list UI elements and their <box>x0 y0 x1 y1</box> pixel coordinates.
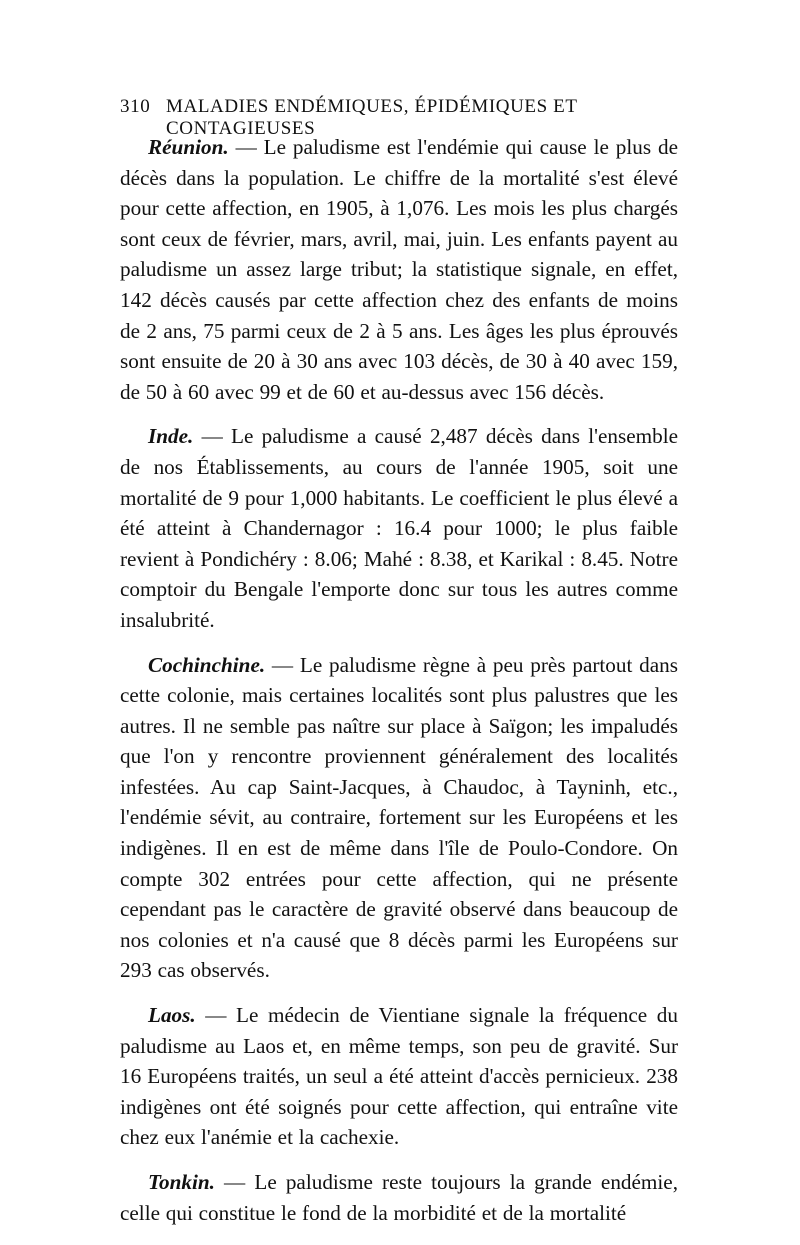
section-label-inde: Inde. <box>148 424 194 449</box>
section-label-tonkin: Tonkin. <box>148 1170 215 1194</box>
section-label-reunion: Réunion. <box>148 135 229 159</box>
paragraph-text-reunion: — Le paludisme est l'endémie qui cause le plus de décès dans la population. Le chiffre de la mortalité s'est élevé pour cette affection, en 1905, à 1,076. Les mois les plus chargés sont ceux de février, mars, avril, mai, juin. Les enfants payent au paludisme un assez large tribut; la statistique signale, en effet, 142 décès causés par cette affection chez des enfants de moins de 2 ans, 75 parmi ceux de 2 à 5 ans. Les âges les plus éprouvés sont ensuite de 20 à 30 ans avec 103 décès, de 30 à 40 avec 159, de 50 à 60 avec 99 et de 60 et au-dessus avec 156 décès. <box>120 135 678 404</box>
paragraph-reunion <box>120 132 678 407</box>
paragraph-inde <box>120 421 678 635</box>
paragraph-tonkin <box>120 1167 678 1228</box>
page-header <box>120 96 678 139</box>
section-label-cochinchine: Cochinchine. <box>148 652 266 677</box>
paragraph-laos <box>120 1000 678 1153</box>
paragraph-text-laos: — Le médecin de Vientiane signale la fréquence du paludisme au Laos et, en même temps, son peu de gravité. Sur 16 Européens traités, un seul a été atteint d'accès pernicieux. 238 indigènes ont été soignés pour cette affection, qui entraîne vite chez eux l'anémie et la cachexie. <box>120 1003 678 1150</box>
section-label-laos: Laos. <box>148 1003 196 1028</box>
paragraph-text-tonkin: — Le paludisme reste toujours la grande endémie, celle qui constitue le fond de la morbidité et de la mortalité <box>120 1170 678 1225</box>
paragraph-text-cochinchine: — Le paludisme règne à peu près partout dans cette colonie, mais certaines localités sont plus palustres que les autres. Il ne semble pas naître sur place à Saïgon; les impaludés que l'on y rencontre proviennent généralement des localités infestées. Au cap Saint-Jacques, à Chaudoc, à Tayninh, etc., l'endémie sévit, au contraire, fortement sur les Européens et les indigènes. Il en est de même dans l'île de Poulo-Condore. On compte 302 entrées pour cette affection, qui ne présente cependant pas le caractère de gravité observé dans beaucoup de nos colonies et n'a causé que 8 décès parmi les Européens sur 293 cas observés. <box>120 652 678 983</box>
page-number: 310 <box>120 96 151 117</box>
paragraph-text-inde: — Le paludisme a causé 2,487 décès dans l'ensemble de nos Établissements, au cours de l'année 1905, soit une mortalité de 9 pour 1,000 habitants. Le coefficient le plus élevé a été atteint à Chandernagor : 16.4 pour 1000; le plus faible revient à Pondichéry : 8.06; Mahé : 8.38, et Karikal : 8.45. Notre comptoir du Bengale l'emporte donc sur tous les autres comme insalubrité. <box>120 424 678 632</box>
paragraph-cochinchine <box>120 650 678 987</box>
running-title: MALADIES ENDÉMIQUES, ÉPIDÉMIQUES ET CONTAGIEUSES <box>166 96 578 139</box>
book-page <box>120 96 678 1228</box>
